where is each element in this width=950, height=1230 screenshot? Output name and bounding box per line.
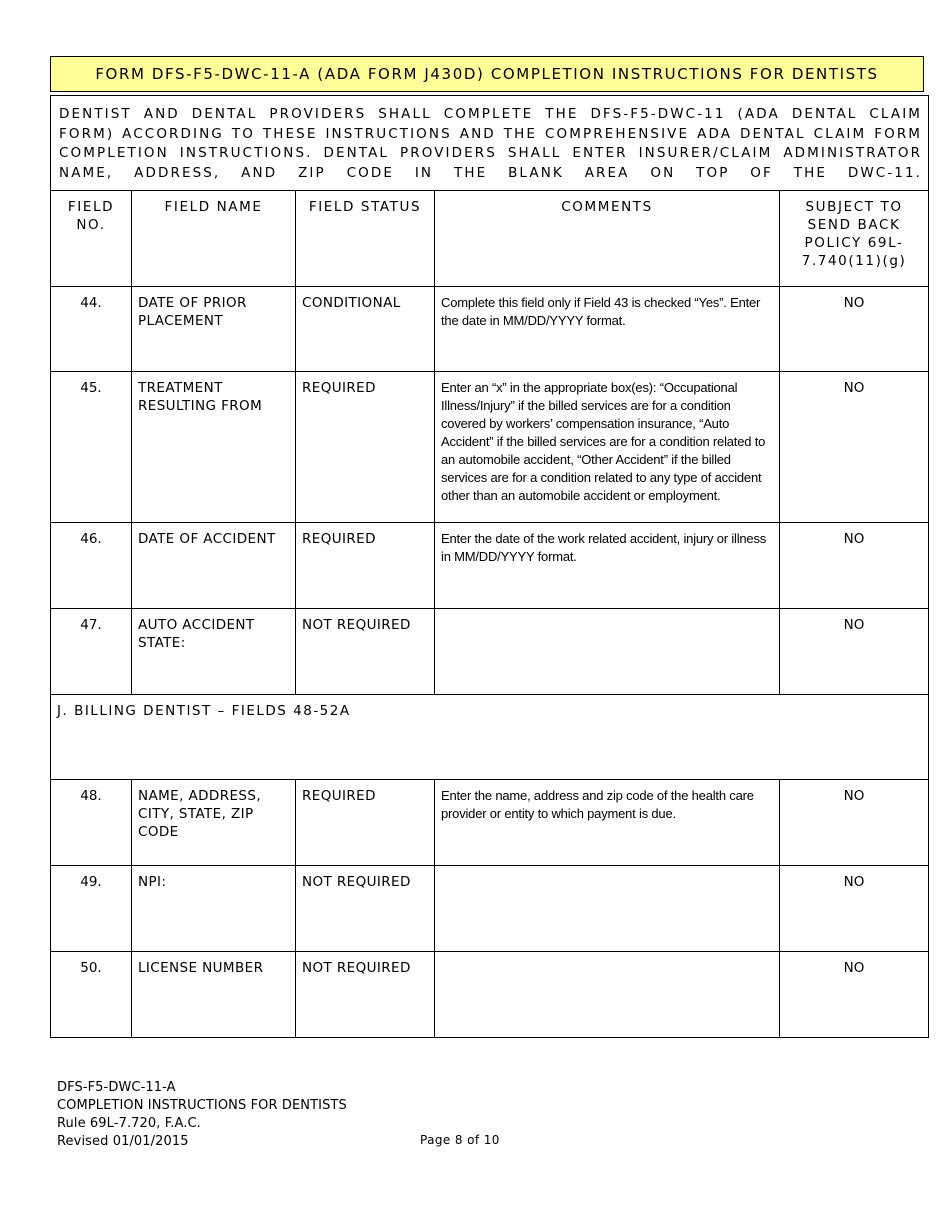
field-number: 49. xyxy=(80,874,102,890)
field-status: NOT REQUIRED xyxy=(302,960,411,976)
field-name: NAME, ADDRESS, CITY, STATE, ZIP CODE xyxy=(138,788,262,840)
section-row xyxy=(51,695,929,780)
send-back-value: NO xyxy=(843,531,865,547)
table-row xyxy=(51,372,929,523)
field-name: DATE OF PRIOR PLACEMENT xyxy=(138,295,247,329)
field-number: 45. xyxy=(80,380,102,396)
table-row xyxy=(51,523,929,609)
field-name: AUTO ACCIDENT STATE: xyxy=(138,617,255,651)
field-status: REQUIRED xyxy=(302,788,376,804)
field-comment: Complete this field only if Field 43 is checked “Yes”. Enter the date in MM/DD/YYYY format. xyxy=(441,295,761,328)
send-back-value: NO xyxy=(843,295,865,311)
footer-form-title: COMPLETION INSTRUCTIONS FOR DENTISTS xyxy=(57,1098,347,1113)
field-comment xyxy=(435,952,779,959)
field-status: REQUIRED xyxy=(302,380,376,396)
field-name: NPI: xyxy=(138,874,167,890)
field-status: NOT REQUIRED xyxy=(302,874,411,890)
footer xyxy=(57,1079,347,1151)
field-name: LICENSE NUMBER xyxy=(138,960,264,976)
header-field-status: FIELD STATUS xyxy=(308,199,422,215)
header-field-no: FIELD NO. xyxy=(67,199,115,233)
header-comments: COMMENTS xyxy=(561,199,653,215)
field-name: TREATMENT RESULTING FROM xyxy=(138,380,263,414)
send-back-value: NO xyxy=(843,874,865,890)
table-row xyxy=(51,780,929,866)
field-status: REQUIRED xyxy=(302,531,376,547)
header-row xyxy=(51,191,929,287)
table-row xyxy=(51,866,929,952)
footer-rule: Rule 69L-7.720, F.A.C. xyxy=(57,1116,201,1131)
table-row xyxy=(51,609,929,695)
field-comment xyxy=(435,866,779,873)
field-number: 44. xyxy=(80,295,102,311)
form-title: FORM DFS-F5-DWC-11-A (ADA FORM J430D) COMPLETION INSTRUCTIONS FOR DENTISTS xyxy=(50,56,924,92)
section-heading: J. BILLING DENTIST – FIELDS 48-52A xyxy=(51,695,929,780)
field-number: 47. xyxy=(80,617,102,633)
field-comment: Enter the date of the work related accident, injury or illness in MM/DD/YYYY format. xyxy=(441,531,767,564)
table-row xyxy=(51,287,929,372)
field-number: 50. xyxy=(80,960,102,976)
footer-revised: Revised 01/01/2015 xyxy=(57,1134,189,1149)
field-number: 48. xyxy=(80,788,102,804)
header-send-back-policy: SUBJECT TO SEND BACK POLICY 69L-7.740(11)(g) xyxy=(801,199,907,269)
intro-row xyxy=(51,96,929,191)
field-comment xyxy=(435,609,779,616)
intro-text: DENTIST AND DENTAL PROVIDERS SHALL COMPLETE THE DFS-F5-DWC-11 (ADA DENTAL CLAIM FORM) ACCORDING TO THESE INSTRUCTIONS AND THE COMPREHENSIVE ADA DENTAL CLAIM FORM COMPLETION INSTRUCTIONS. DENTAL PROVIDERS SHALL ENTER INSURER/CLAIM ADMINISTRATOR NAME, ADDRESS, AND ZIP CODE IN THE BLANK AREA ON TOP OF THE DWC-11. xyxy=(51,96,929,191)
field-name: DATE OF ACCIDENT xyxy=(138,531,276,547)
send-back-value: NO xyxy=(843,960,865,976)
field-number: 46. xyxy=(80,531,102,547)
send-back-value: NO xyxy=(843,617,865,633)
page-number: Page 8 of 10 xyxy=(420,1133,500,1147)
instructions-table xyxy=(50,95,929,1038)
footer-form-id: DFS-F5-DWC-11-A xyxy=(57,1080,176,1095)
table-row xyxy=(51,952,929,1038)
field-status: CONDITIONAL xyxy=(302,295,401,311)
field-comment: Enter the name, address and zip code of the health care provider or entity to which payment is due. xyxy=(441,788,754,821)
field-comment: Enter an “x” in the appropriate box(es): “Occupational Illness/Injury” if the billed services are for a condition covered by workers’ compensation insurance, “Auto Accident” if the billed services are for a condition related to an automobile accident, “Other Accident” if the billed services are for a condition related to any type of accident other than an automobile accident or employment. xyxy=(441,380,766,503)
field-status: NOT REQUIRED xyxy=(302,617,411,633)
send-back-value: NO xyxy=(843,788,865,804)
send-back-value: NO xyxy=(843,380,865,396)
header-field-name: FIELD NAME xyxy=(164,199,263,215)
